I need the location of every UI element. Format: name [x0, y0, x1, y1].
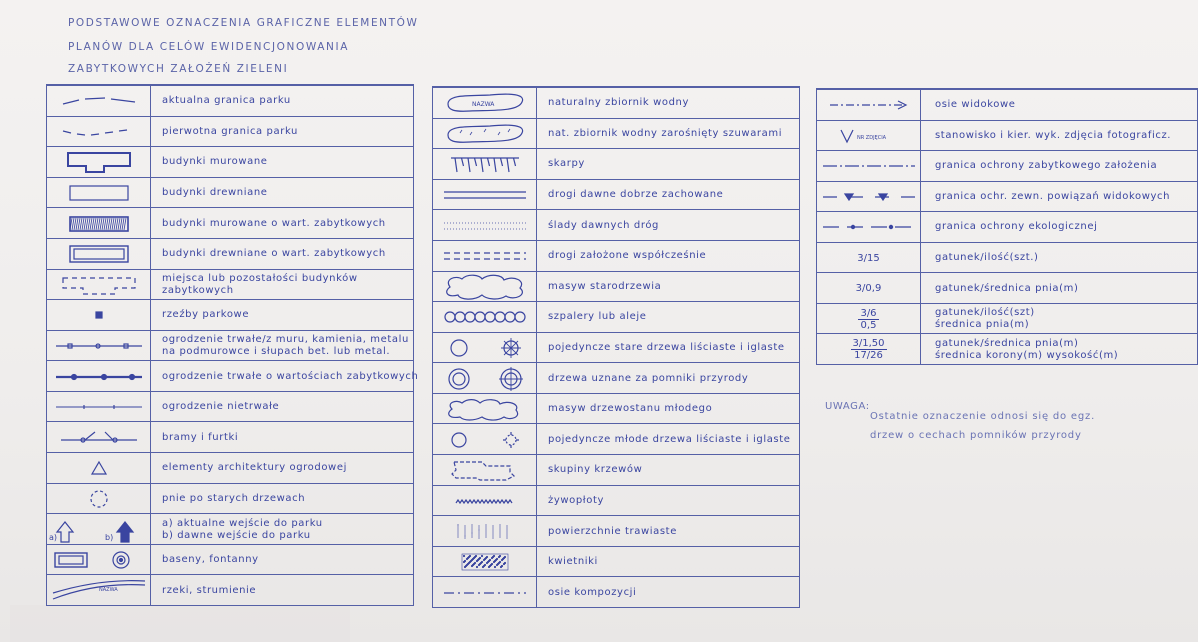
legend-label-line: skupiny krzewów: [548, 464, 643, 476]
legend-label: [548, 272, 661, 303]
legend-label: [162, 239, 386, 270]
hatched-building-icon: [47, 208, 150, 239]
legend-row: [433, 454, 799, 486]
young-forest-icon: [433, 394, 536, 425]
dashed-road-icon: [433, 241, 536, 272]
legend-row: [47, 483, 413, 515]
legend-label-line: aktualna granica parku: [162, 95, 291, 107]
legend-row: [817, 333, 1197, 365]
legend-row: [433, 87, 799, 119]
legend-row: [47, 574, 413, 606]
heavy-fence-icon: [47, 361, 150, 392]
hedge-icon: [433, 486, 536, 517]
double-building-icon: [47, 239, 150, 270]
young-tree-icon: [433, 424, 536, 455]
legend-label-line: budynki drewniane: [162, 187, 268, 199]
legend-label: [935, 243, 1039, 274]
legend-label-line: na podmurowce i słupach bet. lub metal.: [162, 345, 391, 357]
eco-boundary-icon: [817, 212, 920, 243]
legend-label-line: osie widokowe: [935, 99, 1016, 111]
legend-label: [162, 422, 238, 453]
legend-label-line: ogrodzenie trwałe/z muru, kamienia, metalu: [162, 333, 409, 345]
legend-row: [433, 332, 799, 364]
grass-icon: [433, 516, 536, 547]
heritage-boundary-icon: [817, 151, 920, 182]
legend-title-line-3: ZABYTKOWYCH ZAŁOŻEŃ ZIELENI: [68, 63, 289, 75]
legend-label: [162, 86, 291, 117]
note-heading: UWAGA:: [825, 401, 870, 412]
legend-row: [817, 211, 1197, 243]
legend-label-line: pnie po starych drzewach: [162, 492, 306, 504]
monument-tree-icon: [433, 363, 536, 394]
legend-row: [47, 177, 413, 209]
legend-label-line: granica ochr. zewn. powiązań widokowych: [935, 190, 1171, 202]
legend-label: [162, 178, 268, 209]
legend-label-line: ogrodzenie nietrwałe: [162, 401, 280, 413]
legend-row: [47, 360, 419, 392]
river-icon: [47, 575, 150, 606]
legend-row: [433, 118, 799, 150]
legend-title-line-2: PLANÓW DLA CELÓW EWIDENCJONOWANIA: [68, 41, 349, 53]
entrance-arrows-icon: [47, 514, 150, 545]
view-boundary-icon: [817, 182, 920, 213]
legend-label: [162, 270, 358, 301]
legend-row: [817, 272, 1197, 304]
legend-label-line: pojedyncze stare drzewa liściaste i iglaste: [548, 341, 785, 353]
legend-label: [548, 149, 585, 180]
legend-row: [433, 485, 799, 517]
legend-label: [935, 151, 1157, 182]
legend-row: [433, 240, 799, 272]
legend-row: [433, 148, 799, 180]
composition-axis-icon: [433, 577, 536, 608]
dashed-building-icon: [47, 270, 150, 301]
legend-row: [47, 452, 413, 484]
legend-row: [817, 120, 1197, 152]
legend-table-middle: [432, 86, 800, 608]
double-line-road-icon: [433, 180, 536, 211]
fraction-denominator: 0,5: [860, 319, 877, 331]
legend-label-line: nat. zbiornik wodny zarośnięty szuwarami: [548, 127, 783, 139]
legend-label: [162, 208, 386, 239]
legend-row: [433, 546, 799, 578]
legend-label-line: a) aktualne wejście do parku: [162, 517, 323, 529]
dotted-road-icon: [433, 210, 536, 241]
legend-row: [47, 116, 413, 148]
legend-table-left: [46, 84, 419, 606]
legend-label-line: rzeki, strumienie: [162, 584, 257, 596]
legend-row: [433, 362, 799, 394]
legend-label-line: budynki drewniane o wart. zabytkowych: [162, 248, 386, 260]
legend-row: [47, 238, 413, 270]
fraction-denominator: 17/26: [854, 350, 883, 362]
legend-label-line: stanowisko i kier. wyk. zdjęcia fotograficz.: [935, 129, 1172, 141]
legend-label: [548, 363, 748, 394]
legend-label: [162, 117, 298, 148]
legend-row: [817, 150, 1197, 182]
legend-label-line: szpalery lub aleje: [548, 311, 647, 323]
legend-row: [433, 515, 799, 547]
legend-label: [548, 516, 677, 547]
svg-text:b): b): [104, 532, 113, 542]
legend-label-line: powierzchnie trawiaste: [548, 525, 677, 537]
legend-label-line: masyw drzewostanu młodego: [548, 403, 713, 415]
legend-label: [935, 121, 1171, 152]
stump-circle-icon: [47, 484, 150, 515]
gate-icon: [47, 422, 150, 453]
legend-label-line: budynki murowane: [162, 156, 268, 168]
legend-label-line: skarpy: [548, 158, 585, 170]
legend-label: [935, 182, 1170, 213]
legend-row: [47, 544, 413, 576]
short-dash-line-icon: [47, 117, 150, 148]
legend-label: [548, 424, 791, 455]
wooden-building-icon: [47, 178, 150, 209]
legend-label: [548, 210, 659, 241]
legend-label-line: bramy i furtki: [162, 431, 239, 443]
legend-label: [162, 147, 268, 178]
legend-label-line: rzeźby parkowe: [162, 309, 250, 321]
legend-label: [162, 545, 259, 576]
legend-label-line: ogrodzenie trwałe o wartościach zabytkowych: [162, 370, 419, 382]
legend-label-line: naturalny zbiornik wodny: [548, 97, 689, 109]
legend-label: [935, 334, 1118, 365]
svg-text:NR ZDJĘCIA: NR ZDJĘCIA: [856, 134, 886, 141]
legend-label: [548, 302, 647, 333]
legend-row: [817, 89, 1197, 121]
svg-text:NAZWA: NAZWA: [471, 101, 494, 109]
legend-label-line: żywopłoty: [548, 494, 605, 506]
fraction-numerator: 3/1,50: [852, 338, 885, 350]
legend-label-line: drzewa uznane za pomniki przyrody: [548, 372, 749, 384]
dash-line-icon: [47, 86, 150, 117]
legend-label-line: osie kompozycji: [548, 586, 637, 598]
legend-label-line: pojedyncze młode drzewa liściaste i iglaste: [548, 433, 791, 445]
legend-row: [433, 209, 799, 241]
fraction-code: [817, 334, 920, 365]
legend-label: [548, 241, 706, 272]
legend-row: [817, 181, 1197, 213]
legend-label: [548, 455, 642, 486]
slope-icon: [433, 149, 536, 180]
old-forest-icon: [433, 272, 536, 303]
legend-row: [433, 179, 799, 211]
legend-label-line: baseny, fontanny: [162, 554, 259, 566]
legend-label: [548, 486, 604, 517]
legend-label-line: b) dawne wejście do parku: [162, 529, 311, 541]
pond-icon: [433, 88, 536, 119]
legend-row: [47, 421, 413, 453]
legend-title-line-1: PODSTAWOWE OZNACZENIA GRAFICZNE ELEMENTÓW: [68, 17, 419, 29]
sculpture-square-icon: [47, 300, 150, 331]
pool-fountain-icon: [47, 545, 150, 576]
legend-label-line: ślady dawnych dróg: [548, 219, 659, 231]
legend-row: [47, 146, 413, 178]
legend-row: [433, 423, 799, 455]
legend-label-line: elementy architektury ogrodowej: [162, 462, 347, 474]
svg-text:a): a): [48, 532, 57, 542]
svg-text:NAZWA: NAZWA: [98, 586, 118, 593]
paper-stain: [10, 605, 350, 642]
legend-row: [433, 301, 799, 333]
legend-row: [47, 391, 413, 423]
legend-label: [548, 333, 785, 364]
legend-row: [47, 330, 413, 362]
legend-row: [47, 299, 413, 331]
legend-label: [162, 514, 323, 545]
legend-table-right: [816, 88, 1198, 365]
legend-label-line: gatunek/średnica pnia(m): [935, 282, 1079, 294]
triangle-icon: [47, 453, 150, 484]
legend-label: [162, 392, 279, 423]
legend-row: [817, 242, 1197, 274]
legend-label-line: drogi założone współcześnie: [548, 250, 707, 262]
legend-label-line: średnica korony(m) wysokość(m): [935, 349, 1119, 361]
legend-label-line: pierwotna granica parku: [162, 125, 298, 137]
code-label: 3/0,9: [855, 283, 882, 295]
legend-label: [548, 547, 598, 578]
thin-fence-icon: [47, 392, 150, 423]
legend-row: [817, 303, 1197, 335]
photo-position-icon: [817, 121, 920, 152]
legend-label-line: średnica pnia(m): [935, 319, 1030, 331]
legend-label: [162, 484, 305, 515]
reed-pond-icon: [433, 119, 536, 150]
legend-label: [935, 304, 1035, 335]
legend-label: [548, 577, 636, 608]
old-tree-icon: [433, 333, 536, 364]
legend-label: [935, 273, 1078, 304]
legend-label: [548, 119, 782, 150]
legend-row: [47, 85, 413, 117]
fraction-numerator: 3/6: [860, 307, 877, 319]
flowerbed-icon: [433, 547, 536, 578]
legend-label: [162, 331, 409, 362]
legend-label-line: zabytkowych: [162, 284, 234, 296]
legend-row: [433, 393, 799, 425]
view-axis-icon: [817, 90, 920, 121]
shrub-group-icon: [433, 455, 536, 486]
legend-label-line: gatunek/ilość(szt): [935, 307, 1035, 319]
legend-row: [433, 271, 799, 303]
code-label: 3/15: [857, 252, 880, 264]
legend-label: [162, 300, 249, 331]
legend-label-line: gatunek/ilość(szt.): [935, 252, 1039, 264]
legend-row: [47, 207, 413, 239]
legend-label-line: granica ochrony ekologicznej: [935, 221, 1098, 233]
legend-label: [548, 88, 689, 119]
legend-label: [162, 453, 347, 484]
brick-building-icon: [47, 147, 150, 178]
legend-label-line: gatunek/średnica pnia(m): [935, 337, 1079, 349]
note-line-1: Ostatnie oznaczenie odnosi się do egz.: [870, 411, 1096, 422]
legend-row: [433, 576, 799, 608]
legend-label-line: budynki murowane o wart. zabytkowych: [162, 217, 386, 229]
legend-label: [162, 575, 256, 606]
fraction-code: [817, 304, 920, 335]
legend-row: [47, 269, 413, 301]
legend-label: [162, 361, 418, 392]
fence-posts-icon: [47, 331, 150, 362]
legend-label: [548, 394, 712, 425]
legend-label-line: miejsca lub pozostałości budynków: [162, 272, 358, 284]
alley-icon: [433, 302, 536, 333]
legend-row: [47, 513, 413, 545]
legend-label: [935, 90, 1016, 121]
legend-label-line: drogi dawne dobrze zachowane: [548, 189, 724, 201]
legend-label-line: kwietniki: [548, 556, 598, 568]
legend-label-line: granica ochrony zabytkowego założenia: [935, 160, 1158, 172]
note-line-2: drzew o cechach pomników przyrody: [870, 430, 1082, 441]
legend-label: [935, 212, 1097, 243]
legend-label-line: masyw starodrzewia: [548, 280, 662, 292]
legend-label: [548, 180, 723, 211]
